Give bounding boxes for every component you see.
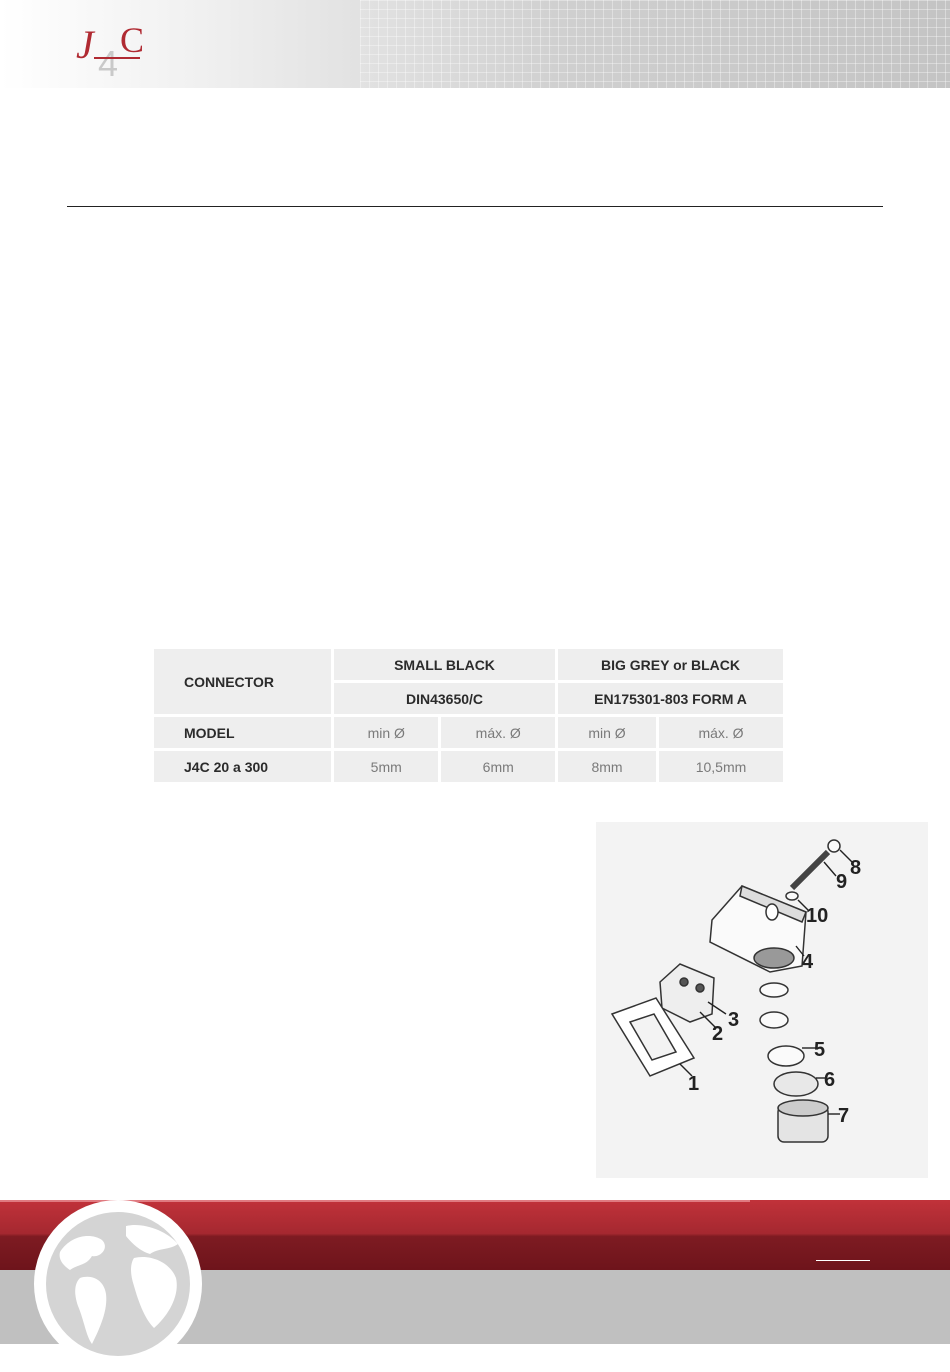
callout-label: 2: [712, 1023, 724, 1045]
svg-text:4: 4: [98, 43, 119, 78]
connector-exploded-diagram: [596, 822, 928, 1178]
value-cell: 10,5mm: [659, 751, 783, 782]
callout-label: 9: [836, 871, 848, 893]
globe-icon: [30, 1196, 206, 1372]
en-standard-header: EN175301-803 FORM A: [558, 683, 783, 714]
svg-text:C: C: [120, 20, 145, 60]
washer-part: [786, 892, 798, 900]
table-row-model: [154, 717, 783, 748]
exploded-view-drawing: [596, 822, 928, 1178]
callout-label: 7: [838, 1105, 850, 1127]
seal-part: [760, 983, 788, 997]
seal-part: [760, 1012, 788, 1028]
value-cell: 8mm: [558, 751, 656, 782]
table-row-header-names: [154, 649, 783, 680]
model-label: MODEL: [154, 717, 331, 748]
subheader-cell: máx. Ø: [441, 717, 555, 748]
value-cell: 5mm: [334, 751, 438, 782]
connector-spec-table: [151, 646, 786, 785]
callout-label: 8: [850, 857, 862, 879]
table-row: [154, 751, 783, 782]
j4c-logo: [74, 18, 154, 78]
callout-label: 1: [688, 1073, 700, 1095]
callout-label: 3: [728, 1009, 740, 1031]
callout-label: 5: [814, 1039, 826, 1061]
ring-part: [768, 1046, 804, 1066]
callout-label: 10: [806, 905, 829, 927]
callout-label: 4: [802, 951, 814, 973]
value-cell: 6mm: [441, 751, 555, 782]
screw-part: [792, 852, 828, 888]
din-standard-header: DIN43650/C: [334, 683, 555, 714]
clamp-part: [774, 1072, 818, 1096]
connector-label: CONNECTOR: [154, 649, 331, 714]
header-rule: [67, 206, 883, 207]
footer-underline: [816, 1260, 870, 1261]
nut-part: [828, 840, 840, 852]
page-header: [0, 0, 950, 88]
big-grey-header: BIG GREY or BLACK: [558, 649, 783, 680]
header-grid-pattern: [360, 0, 950, 88]
small-black-header: SMALL BLACK: [334, 649, 555, 680]
svg-text:J: J: [76, 22, 94, 67]
subheader-cell: min Ø: [558, 717, 656, 748]
insert-part: [660, 964, 714, 1022]
callout-label: 6: [824, 1069, 836, 1091]
model-name-cell: J4C 20 a 300: [154, 751, 331, 782]
subheader-cell: máx. Ø: [659, 717, 783, 748]
subheader-cell: min Ø: [334, 717, 438, 748]
